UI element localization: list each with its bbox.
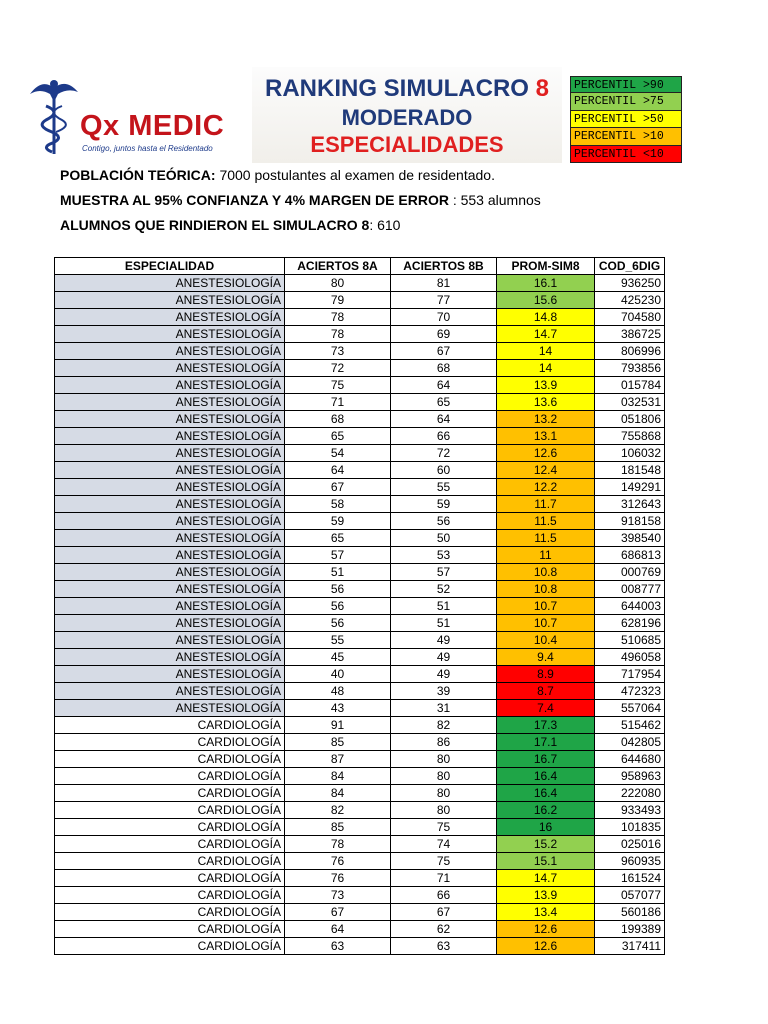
legend-item: PERCENTIL >90 bbox=[570, 76, 682, 93]
especialidad-cell: ANESTESIOLOGÍA bbox=[55, 649, 285, 666]
aciertos-8a-cell: 73 bbox=[285, 887, 391, 904]
cod-6dig-cell: 025016 bbox=[595, 836, 665, 853]
cod-6dig-cell: 644003 bbox=[595, 598, 665, 615]
cod-6dig-cell: 149291 bbox=[595, 479, 665, 496]
header-especialidad: ESPECIALIDAD bbox=[55, 258, 285, 275]
banner-title-text: RANKING SIMULACRO bbox=[264, 75, 529, 102]
cod-6dig-cell: 936250 bbox=[595, 275, 665, 292]
aciertos-8a-cell: 79 bbox=[285, 292, 391, 309]
aciertos-8b-cell: 59 bbox=[391, 496, 497, 513]
aciertos-8a-cell: 57 bbox=[285, 547, 391, 564]
aciertos-8b-cell: 75 bbox=[391, 853, 497, 870]
aciertos-8a-cell: 58 bbox=[285, 496, 391, 513]
table-row bbox=[55, 462, 665, 479]
especialidad-cell: CARDIOLOGÍA bbox=[55, 802, 285, 819]
prom-sim8-cell: 11.5 bbox=[497, 530, 595, 547]
aciertos-8b-cell: 64 bbox=[391, 377, 497, 394]
aciertos-8b-cell: 69 bbox=[391, 326, 497, 343]
prom-sim8-cell: 10.4 bbox=[497, 632, 595, 649]
prom-sim8-cell: 17.3 bbox=[497, 717, 595, 734]
cod-6dig-cell: 644680 bbox=[595, 751, 665, 768]
especialidad-cell: CARDIOLOGÍA bbox=[55, 836, 285, 853]
prom-sim8-cell: 11 bbox=[497, 547, 595, 564]
table-row bbox=[55, 683, 665, 700]
aciertos-8b-cell: 49 bbox=[391, 632, 497, 649]
aciertos-8a-cell: 56 bbox=[285, 581, 391, 598]
table-row bbox=[55, 836, 665, 853]
table-row bbox=[55, 564, 665, 581]
table-row bbox=[55, 802, 665, 819]
table-row bbox=[55, 734, 665, 751]
logo-tagline: Contigo, juntos hasta el Residentado bbox=[82, 144, 213, 153]
aciertos-8a-cell: 84 bbox=[285, 768, 391, 785]
aciertos-8b-cell: 72 bbox=[391, 445, 497, 462]
aciertos-8a-cell: 48 bbox=[285, 683, 391, 700]
aciertos-8b-cell: 63 bbox=[391, 938, 497, 955]
logo-name: Qx MEDIC bbox=[80, 110, 225, 142]
prom-sim8-cell: 16.7 bbox=[497, 751, 595, 768]
prom-sim8-cell: 11.5 bbox=[497, 513, 595, 530]
prom-sim8-cell: 13.9 bbox=[497, 377, 595, 394]
cod-6dig-cell: 515462 bbox=[595, 717, 665, 734]
aciertos-8b-cell: 75 bbox=[391, 819, 497, 836]
aciertos-8b-cell: 39 bbox=[391, 683, 497, 700]
table-row bbox=[55, 530, 665, 547]
table-row bbox=[55, 598, 665, 615]
prom-sim8-cell: 10.8 bbox=[497, 564, 595, 581]
header-prom-sim8: PROM-SIM8 bbox=[497, 258, 595, 275]
table-row bbox=[55, 870, 665, 887]
especialidad-cell: ANESTESIOLOGÍA bbox=[55, 292, 285, 309]
cod-6dig-cell: 161524 bbox=[595, 870, 665, 887]
cod-6dig-cell: 717954 bbox=[595, 666, 665, 683]
cod-6dig-cell: 008777 bbox=[595, 581, 665, 598]
especialidad-cell: CARDIOLOGÍA bbox=[55, 819, 285, 836]
aciertos-8a-cell: 73 bbox=[285, 343, 391, 360]
cod-6dig-cell: 755868 bbox=[595, 428, 665, 445]
aciertos-8a-cell: 78 bbox=[285, 309, 391, 326]
especialidad-cell: CARDIOLOGÍA bbox=[55, 717, 285, 734]
especialidad-cell: ANESTESIOLOGÍA bbox=[55, 377, 285, 394]
especialidad-cell: CARDIOLOGÍA bbox=[55, 887, 285, 904]
prom-sim8-cell: 14.7 bbox=[497, 870, 595, 887]
cod-6dig-cell: 806996 bbox=[595, 343, 665, 360]
prom-sim8-cell: 13.2 bbox=[497, 411, 595, 428]
aciertos-8b-cell: 66 bbox=[391, 887, 497, 904]
aciertos-8a-cell: 85 bbox=[285, 734, 391, 751]
especialidad-cell: ANESTESIOLOGÍA bbox=[55, 394, 285, 411]
prom-sim8-cell: 8.7 bbox=[497, 683, 595, 700]
aciertos-8a-cell: 91 bbox=[285, 717, 391, 734]
table-row bbox=[55, 938, 665, 955]
table-row bbox=[55, 785, 665, 802]
cod-6dig-cell: 496058 bbox=[595, 649, 665, 666]
aciertos-8a-cell: 75 bbox=[285, 377, 391, 394]
alumnos-label: ALUMNOS QUE RINDIERON EL SIMULACRO 8 bbox=[60, 217, 370, 233]
aciertos-8b-cell: 31 bbox=[391, 700, 497, 717]
aciertos-8b-cell: 71 bbox=[391, 870, 497, 887]
cod-6dig-cell: 101835 bbox=[595, 819, 665, 836]
prom-sim8-cell: 12.6 bbox=[497, 938, 595, 955]
aciertos-8a-cell: 64 bbox=[285, 462, 391, 479]
especialidad-cell: CARDIOLOGÍA bbox=[55, 768, 285, 785]
prom-sim8-cell: 16.4 bbox=[497, 768, 595, 785]
prom-sim8-cell: 8.9 bbox=[497, 666, 595, 683]
especialidad-cell: ANESTESIOLOGÍA bbox=[55, 496, 285, 513]
prom-sim8-cell: 13.9 bbox=[497, 887, 595, 904]
prom-sim8-cell: 16.4 bbox=[497, 785, 595, 802]
cod-6dig-cell: 510685 bbox=[595, 632, 665, 649]
cod-6dig-cell: 628196 bbox=[595, 615, 665, 632]
table-row bbox=[55, 479, 665, 496]
table-row bbox=[55, 547, 665, 564]
aciertos-8a-cell: 67 bbox=[285, 904, 391, 921]
table-row bbox=[55, 717, 665, 734]
aciertos-8b-cell: 67 bbox=[391, 343, 497, 360]
prom-sim8-cell: 10.7 bbox=[497, 615, 595, 632]
aciertos-8a-cell: 72 bbox=[285, 360, 391, 377]
poblacion-value: 7000 postulantes al examen de residentado. bbox=[215, 167, 495, 183]
table-row bbox=[55, 428, 665, 445]
prom-sim8-cell: 17.1 bbox=[497, 734, 595, 751]
especialidad-cell: ANESTESIOLOGÍA bbox=[55, 513, 285, 530]
aciertos-8a-cell: 78 bbox=[285, 326, 391, 343]
alumnos-value: : 610 bbox=[369, 217, 401, 233]
especialidad-cell: ANESTESIOLOGÍA bbox=[55, 360, 285, 377]
aciertos-8a-cell: 45 bbox=[285, 649, 391, 666]
table-row bbox=[55, 343, 665, 360]
especialidad-cell: ANESTESIOLOGÍA bbox=[55, 683, 285, 700]
cod-6dig-cell: 015784 bbox=[595, 377, 665, 394]
cod-6dig-cell: 472323 bbox=[595, 683, 665, 700]
prom-sim8-cell: 16.1 bbox=[497, 275, 595, 292]
especialidad-cell: ANESTESIOLOGÍA bbox=[55, 462, 285, 479]
especialidad-cell: ANESTESIOLOGÍA bbox=[55, 666, 285, 683]
table-row bbox=[55, 819, 665, 836]
especialidad-cell: ANESTESIOLOGÍA bbox=[55, 326, 285, 343]
table-row bbox=[55, 496, 665, 513]
aciertos-8a-cell: 80 bbox=[285, 275, 391, 292]
prom-sim8-cell: 14 bbox=[497, 343, 595, 360]
aciertos-8b-cell: 49 bbox=[391, 649, 497, 666]
cod-6dig-cell: 106032 bbox=[595, 445, 665, 462]
cod-6dig-cell: 425230 bbox=[595, 292, 665, 309]
cod-6dig-cell: 557064 bbox=[595, 700, 665, 717]
aciertos-8b-cell: 77 bbox=[391, 292, 497, 309]
aciertos-8a-cell: 82 bbox=[285, 802, 391, 819]
cod-6dig-cell: 032531 bbox=[595, 394, 665, 411]
cod-6dig-cell: 704580 bbox=[595, 309, 665, 326]
table-row bbox=[55, 411, 665, 428]
especialidad-cell: CARDIOLOGÍA bbox=[55, 921, 285, 938]
aciertos-8b-cell: 80 bbox=[391, 785, 497, 802]
aciertos-8b-cell: 64 bbox=[391, 411, 497, 428]
especialidad-cell: ANESTESIOLOGÍA bbox=[55, 615, 285, 632]
cod-6dig-cell: 181548 bbox=[595, 462, 665, 479]
cod-6dig-cell: 918158 bbox=[595, 513, 665, 530]
aciertos-8b-cell: 86 bbox=[391, 734, 497, 751]
prom-sim8-cell: 15.1 bbox=[497, 853, 595, 870]
cod-6dig-cell: 317411 bbox=[595, 938, 665, 955]
table-row bbox=[55, 649, 665, 666]
aciertos-8a-cell: 64 bbox=[285, 921, 391, 938]
especialidad-cell: CARDIOLOGÍA bbox=[55, 734, 285, 751]
aciertos-8b-cell: 80 bbox=[391, 751, 497, 768]
cod-6dig-cell: 051806 bbox=[595, 411, 665, 428]
aciertos-8b-cell: 50 bbox=[391, 530, 497, 547]
aciertos-8b-cell: 82 bbox=[391, 717, 497, 734]
muestra-line bbox=[60, 192, 541, 208]
aciertos-8b-cell: 53 bbox=[391, 547, 497, 564]
aciertos-8b-cell: 68 bbox=[391, 360, 497, 377]
aciertos-8a-cell: 40 bbox=[285, 666, 391, 683]
table-row bbox=[55, 904, 665, 921]
especialidad-cell: ANESTESIOLOGÍA bbox=[55, 700, 285, 717]
table-row bbox=[55, 581, 665, 598]
legend-item: PERCENTIL >50 bbox=[570, 111, 682, 128]
legend-item: PERCENTIL >10 bbox=[570, 128, 682, 145]
aciertos-8a-cell: 54 bbox=[285, 445, 391, 462]
table-row bbox=[55, 377, 665, 394]
qx-medic-logo bbox=[22, 72, 225, 162]
table-row bbox=[55, 666, 665, 683]
cod-6dig-cell: 222080 bbox=[595, 785, 665, 802]
aciertos-8a-cell: 65 bbox=[285, 428, 391, 445]
cod-6dig-cell: 793856 bbox=[595, 360, 665, 377]
table-row bbox=[55, 751, 665, 768]
especialidad-cell: CARDIOLOGÍA bbox=[55, 904, 285, 921]
prom-sim8-cell: 7.4 bbox=[497, 700, 595, 717]
especialidad-cell: ANESTESIOLOGÍA bbox=[55, 598, 285, 615]
especialidad-cell: ANESTESIOLOGÍA bbox=[55, 564, 285, 581]
table-row bbox=[55, 921, 665, 938]
cod-6dig-cell: 933493 bbox=[595, 802, 665, 819]
table-row bbox=[55, 615, 665, 632]
especialidad-cell: ANESTESIOLOGÍA bbox=[55, 309, 285, 326]
especialidad-cell: ANESTESIOLOGÍA bbox=[55, 343, 285, 360]
aciertos-8a-cell: 55 bbox=[285, 632, 391, 649]
legend-item: PERCENTIL <10 bbox=[570, 146, 682, 163]
especialidad-cell: CARDIOLOGÍA bbox=[55, 751, 285, 768]
especialidad-cell: ANESTESIOLOGÍA bbox=[55, 530, 285, 547]
aciertos-8a-cell: 78 bbox=[285, 836, 391, 853]
header-aciertos-8b: ACIERTOS 8B bbox=[391, 258, 497, 275]
cod-6dig-cell: 686813 bbox=[595, 547, 665, 564]
aciertos-8a-cell: 68 bbox=[285, 411, 391, 428]
aciertos-8a-cell: 56 bbox=[285, 598, 391, 615]
aciertos-8b-cell: 51 bbox=[391, 615, 497, 632]
especialidad-cell: ANESTESIOLOGÍA bbox=[55, 428, 285, 445]
prom-sim8-cell: 16 bbox=[497, 819, 595, 836]
especialidad-cell: CARDIOLOGÍA bbox=[55, 853, 285, 870]
aciertos-8b-cell: 57 bbox=[391, 564, 497, 581]
header-cod-6dig: COD_6DIG bbox=[595, 258, 665, 275]
especialidad-cell: ANESTESIOLOGÍA bbox=[55, 479, 285, 496]
aciertos-8a-cell: 67 bbox=[285, 479, 391, 496]
prom-sim8-cell: 10.8 bbox=[497, 581, 595, 598]
aciertos-8a-cell: 63 bbox=[285, 938, 391, 955]
prom-sim8-cell: 13.1 bbox=[497, 428, 595, 445]
caduceus-icon bbox=[22, 72, 82, 162]
muestra-value: : 553 alumnos bbox=[448, 192, 541, 208]
aciertos-8a-cell: 51 bbox=[285, 564, 391, 581]
table-row bbox=[55, 768, 665, 785]
aciertos-8a-cell: 87 bbox=[285, 751, 391, 768]
banner-title bbox=[252, 75, 562, 103]
prom-sim8-cell: 13.4 bbox=[497, 904, 595, 921]
cod-6dig-cell: 312643 bbox=[595, 496, 665, 513]
muestra-label: MUESTRA AL 95% CONFIANZA Y 4% MARGEN DE ERROR bbox=[60, 192, 449, 208]
table-row bbox=[55, 292, 665, 309]
aciertos-8b-cell: 65 bbox=[391, 394, 497, 411]
table-header-row bbox=[55, 258, 665, 275]
aciertos-8b-cell: 80 bbox=[391, 768, 497, 785]
aciertos-8b-cell: 62 bbox=[391, 921, 497, 938]
prom-sim8-cell: 12.6 bbox=[497, 445, 595, 462]
aciertos-8a-cell: 56 bbox=[285, 615, 391, 632]
table-row bbox=[55, 309, 665, 326]
cod-6dig-cell: 398540 bbox=[595, 530, 665, 547]
banner-category: ESPECIALIDADES bbox=[310, 132, 504, 157]
poblacion-line bbox=[60, 167, 495, 183]
especialidad-cell: CARDIOLOGÍA bbox=[55, 938, 285, 955]
aciertos-8a-cell: 76 bbox=[285, 853, 391, 870]
table-row bbox=[55, 853, 665, 870]
aciertos-8a-cell: 59 bbox=[285, 513, 391, 530]
banner-subtitle: MODERADO bbox=[341, 105, 473, 130]
aciertos-8b-cell: 70 bbox=[391, 309, 497, 326]
aciertos-8a-cell: 85 bbox=[285, 819, 391, 836]
especialidad-cell: CARDIOLOGÍA bbox=[55, 785, 285, 802]
especialidad-cell: ANESTESIOLOGÍA bbox=[55, 411, 285, 428]
especialidad-cell: ANESTESIOLOGÍA bbox=[55, 632, 285, 649]
aciertos-8b-cell: 60 bbox=[391, 462, 497, 479]
prom-sim8-cell: 13.6 bbox=[497, 394, 595, 411]
table-row bbox=[55, 394, 665, 411]
especialidad-cell: ANESTESIOLOGÍA bbox=[55, 445, 285, 462]
prom-sim8-cell: 10.7 bbox=[497, 598, 595, 615]
aciertos-8b-cell: 80 bbox=[391, 802, 497, 819]
prom-sim8-cell: 14.7 bbox=[497, 326, 595, 343]
aciertos-8a-cell: 65 bbox=[285, 530, 391, 547]
legend-item: PERCENTIL >75 bbox=[570, 93, 682, 110]
header-aciertos-8a: ACIERTOS 8A bbox=[285, 258, 391, 275]
cod-6dig-cell: 560186 bbox=[595, 904, 665, 921]
table-row bbox=[55, 700, 665, 717]
aciertos-8a-cell: 71 bbox=[285, 394, 391, 411]
table-row bbox=[55, 360, 665, 377]
prom-sim8-cell: 15.2 bbox=[497, 836, 595, 853]
poblacion-label: POBLACIÓN TEÓRICA: bbox=[60, 167, 216, 183]
especialidad-cell: ANESTESIOLOGÍA bbox=[55, 581, 285, 598]
table-row bbox=[55, 887, 665, 904]
aciertos-8b-cell: 52 bbox=[391, 581, 497, 598]
table-row bbox=[55, 632, 665, 649]
cod-6dig-cell: 057077 bbox=[595, 887, 665, 904]
cod-6dig-cell: 042805 bbox=[595, 734, 665, 751]
prom-sim8-cell: 16.2 bbox=[497, 802, 595, 819]
alumnos-line bbox=[60, 217, 400, 233]
prom-sim8-cell: 15.6 bbox=[497, 292, 595, 309]
ranking-banner bbox=[252, 67, 562, 163]
cod-6dig-cell: 386725 bbox=[595, 326, 665, 343]
aciertos-8b-cell: 56 bbox=[391, 513, 497, 530]
aciertos-8b-cell: 67 bbox=[391, 904, 497, 921]
banner-title-number: 8 bbox=[535, 75, 550, 102]
ranking-table bbox=[54, 257, 665, 955]
aciertos-8b-cell: 74 bbox=[391, 836, 497, 853]
prom-sim8-cell: 12.2 bbox=[497, 479, 595, 496]
prom-sim8-cell: 11.7 bbox=[497, 496, 595, 513]
especialidad-cell: CARDIOLOGÍA bbox=[55, 870, 285, 887]
especialidad-cell: ANESTESIOLOGÍA bbox=[55, 547, 285, 564]
cod-6dig-cell: 199389 bbox=[595, 921, 665, 938]
prom-sim8-cell: 9.4 bbox=[497, 649, 595, 666]
table-row bbox=[55, 275, 665, 292]
aciertos-8b-cell: 49 bbox=[391, 666, 497, 683]
table-row bbox=[55, 513, 665, 530]
prom-sim8-cell: 12.4 bbox=[497, 462, 595, 479]
prom-sim8-cell: 12.6 bbox=[497, 921, 595, 938]
aciertos-8b-cell: 66 bbox=[391, 428, 497, 445]
especialidad-cell: ANESTESIOLOGÍA bbox=[55, 275, 285, 292]
aciertos-8a-cell: 43 bbox=[285, 700, 391, 717]
aciertos-8a-cell: 84 bbox=[285, 785, 391, 802]
aciertos-8b-cell: 51 bbox=[391, 598, 497, 615]
prom-sim8-cell: 14.8 bbox=[497, 309, 595, 326]
prom-sim8-cell: 14 bbox=[497, 360, 595, 377]
aciertos-8b-cell: 81 bbox=[391, 275, 497, 292]
aciertos-8b-cell: 55 bbox=[391, 479, 497, 496]
aciertos-8a-cell: 76 bbox=[285, 870, 391, 887]
cod-6dig-cell: 960935 bbox=[595, 853, 665, 870]
percentile-legend bbox=[570, 76, 682, 163]
cod-6dig-cell: 000769 bbox=[595, 564, 665, 581]
table-row bbox=[55, 326, 665, 343]
cod-6dig-cell: 958963 bbox=[595, 768, 665, 785]
table-row bbox=[55, 445, 665, 462]
